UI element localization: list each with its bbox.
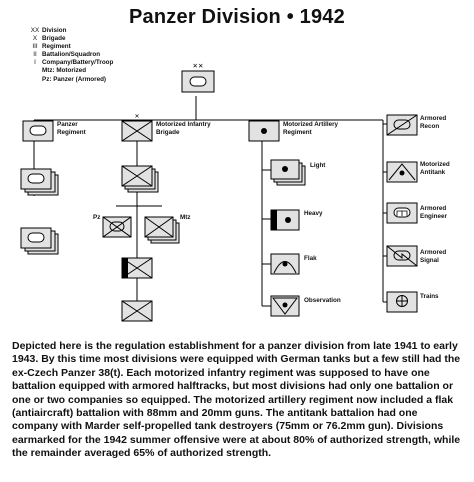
armored-engineer-symbol [387,203,417,223]
motorized-antitank-label: Motorized Antitank [420,161,450,176]
motorized-artillery-regiment-symbol [249,121,279,141]
trains-symbol [387,292,417,312]
armored-engineer-label: Armored Engineer [420,205,447,220]
legend-label: Brigade [42,35,66,43]
legend-symbol: II [33,51,37,59]
motorized-infantry-regiment-stack-symbol [122,166,158,192]
legend-symbol: X [32,35,38,43]
panzer-battalion-2-symbol [21,228,58,254]
legend-symbol: III [32,43,38,51]
division-symbol [182,63,214,92]
flak-battalion-symbol [271,254,299,274]
svg-text:✕✕: ✕✕ [192,63,204,70]
trains-label: Trains [420,293,439,300]
legend-item [28,67,113,75]
light-artillery-battalion-symbol [271,160,305,185]
page-title: Panzer Division • 1942 [129,6,345,28]
legend-symbol: I [34,59,36,67]
mtz-label: Mtz [180,214,191,221]
legend-item [28,51,113,59]
legend-symbol: XX [30,27,40,34]
panzer-battalion-1-symbol [21,169,58,195]
light-label: Light [310,162,326,169]
panzer-regiment-symbol [23,121,53,141]
svg-text:✕: ✕ [134,114,140,120]
legend-label: Company/Battery/Troop [42,59,114,67]
motorized-infantry-brigade-symbol [122,114,152,141]
armored-recon-symbol [387,115,417,135]
heavy-artillery-battalion-symbol [271,210,299,230]
armored-recon-label: Armored Recon [420,115,447,130]
pz-label: Pz [93,214,101,221]
legend-item [28,35,113,43]
motorized-artillery-regiment-label: Motorized Artillery Regiment [283,121,339,136]
legend-item [28,43,113,51]
legend-item [28,27,113,35]
legend-item [28,76,113,84]
motorized-infantry-brigade-label: Motorized Infantry Brigade [156,121,211,136]
legend [28,27,113,84]
motorized-antitank-symbol [387,162,417,182]
panzer-regiment-label: Panzer Regiment [57,121,86,136]
flak-label: Flak [304,255,317,262]
legend-label: Pz: Panzer (Armored) [42,75,107,83]
observation-battery-symbol [271,296,299,316]
pioneer-company-symbol [122,301,152,321]
legend-label: Regiment [42,43,71,51]
pz-battalion-symbol [103,217,131,237]
armored-signal-symbol [387,246,417,266]
mtz-battalion-symbol [145,217,179,243]
legend-item [28,59,113,67]
infantry-gun-company-symbol [122,258,152,278]
heavy-label: Heavy [304,210,323,217]
legend-label: Division [42,27,67,34]
legend-label: Mtz: Motorized [42,67,87,75]
legend-label: Battalion/Squadron [42,51,101,59]
observation-label: Observation [304,297,341,304]
armored-signal-label: Armored Signal [420,249,447,264]
description-text: Depicted here is the regulation establishment for a panzer division from late 1941 to early 1943. By this time most divisions were equipped with German tanks but a few still had the ex-Czech Panzer 38(t). Each motorized infantry regiment was supposed to have one battalion equipped with armored halftracks, but most divisions had only one battalion or one or two companies so equipped. The motorized artillery regiment now included a flak (antiaircraft) battalion with 88mm and 20mm guns. The antitank battalion had one company with Marder self-propelled tank destroyers (75mm or 76.2mm gun). Divisions earmarked for the 1942 summer offensive were at about 80% of authorized strength, while the remainder averaged 65% of authorized strength. [12,340,461,460]
